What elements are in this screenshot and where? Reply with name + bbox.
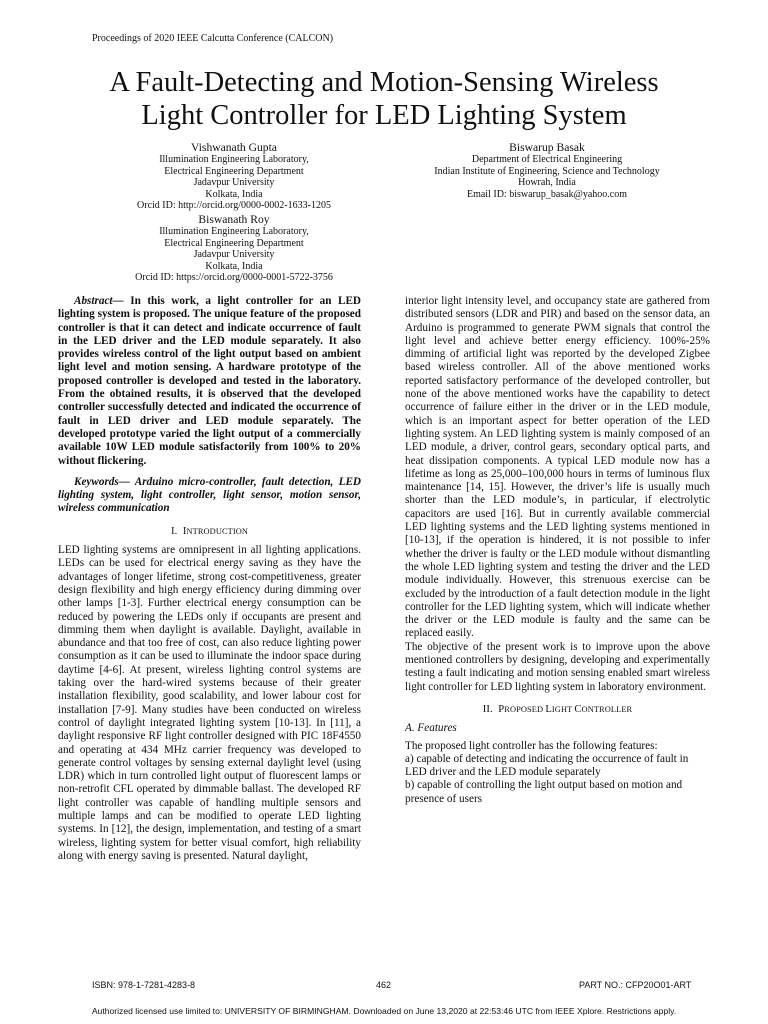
left-column (58, 295, 361, 863)
features-intro: The proposed light controller has the following features: (405, 739, 658, 752)
author-name: Biswarup Basak (509, 141, 585, 154)
author-affiliation: Kolkata, India (205, 188, 263, 200)
author-affiliation: Illumination Engineering Laboratory, (159, 226, 309, 237)
subsection-heading-features: A. Features (405, 722, 457, 735)
author-affiliation: Department of Electrical Engineering (471, 154, 623, 165)
footer-isbn: ISBN: 978-1-7281-4283-8 (92, 980, 196, 990)
author-affiliation: Indian Institute of Engineering, Science and Technology (434, 165, 660, 177)
author-affiliation: Jadavpur University (193, 177, 275, 189)
right-column (405, 295, 710, 806)
title-line-2: Light Controller for LED Lighting System (141, 100, 627, 131)
author-affiliation: Kolkata, India (205, 260, 263, 272)
footer-page-number: 462 (376, 980, 392, 990)
author-block-1 (114, 141, 354, 212)
feature-item: a) capable of detecting and indicating the occurrence of fault in LED driver and the LED module separately (405, 752, 689, 779)
keywords-text: Arduino micro-controller, fault detection, LED lighting system, light controller, light sensor, motion sensor, wireless communication (58, 475, 361, 515)
author-affiliation: Howrah, India (518, 177, 576, 189)
author-name: Vishwanath Gupta (191, 141, 277, 154)
abstract (58, 295, 361, 468)
authorized-use-notice: Authorized licensed use limited to: UNIVERSITY OF BIRMINGHAM. Downloaded on June 13,2020 at 22:53:46 UTC from IEEE Xplore. Restrictions apply. (91, 1006, 677, 1016)
keywords-label: Keywords— (74, 475, 130, 488)
author-block-3 (114, 213, 354, 284)
author-name: Biswanath Roy (198, 213, 270, 226)
conference-header: Proceedings of 2020 IEEE Calcutta Conference (CALCON) (92, 33, 334, 44)
objective-paragraph: The objective of the present work is to improve upon the above mentioned controllers by designing, developing and experimentally testing a fault indicating and motion sensing enabled smart wireless light controller for LED lighting system in laboratory environment. (405, 640, 710, 693)
abstract-text: In this work, a light controller for an LED lighting system is proposed. The unique feature of the proposed controller is that it can detect and indicate occurrence of fault in the LED driver and the LED module separately. It also provides wireless control of the light output based on ambient light level and motion sensing. A hardware prototype of the proposed controller is developed and tested in the laboratory. From the obtained results, it is observed that the developed controller successfully detected and indicated the occurrence of fault in LED driver and LED module separately. The developed prototype varied the light output of a commercially available 10W LED module satisfactorily from 100% to 20% without flickering. (58, 295, 361, 467)
section-heading-introduction: I. INTRODUCTION (170, 525, 249, 537)
footer-part-number: PART NO.: CFP20O01-ART (579, 980, 692, 990)
author-affiliation: Jadavpur University (193, 249, 275, 261)
title-line-1: A Fault-Detecting and Motion-Sensing Wireless (109, 67, 659, 98)
author-affiliation: Electrical Engineering Department (164, 237, 304, 249)
author-affiliation: Electrical Engineering Department (164, 165, 304, 177)
author-block-2 (412, 141, 682, 200)
author-orcid: Orcid ID: https://orcid.org/0000-0001-5722-3756 (135, 272, 333, 284)
feature-item: b) capable of controlling the light output based on motion and presence of users (405, 779, 683, 805)
keywords (58, 476, 361, 516)
section-heading-proposed-controller: II. PROPOSED LIGHT CONTROLLER (482, 703, 633, 715)
author-affiliation: Illumination Engineering Laboratory, (159, 154, 309, 165)
author-email: Email ID: biswarup_basak@yahoo.com (466, 188, 627, 200)
paper-title (30, 66, 738, 132)
abstract-label: Abstract— (74, 295, 124, 307)
introduction-paragraph-continued: interior light intensity level, and occupancy state are gathered from distributed sensors (LDR and PIR) and based on the sensor data, an Arduino is programmed to generate PWM signals that control the light level and achieve better energy efficiency. 100%-25% dimming of artificial light was reported by the developed Zigbee based wireless controller. All of the above mentioned works reported satisfactory performance of the developed controller, but none of the above mentioned works have the capability to detect occurrence of failure either in the driver or in the LED module, which is an important aspect for better operation of the LED lighting system. An LED lighting system is mainly composed of an LED module, a driver, control gears, secondary optical parts, and heat dissipation components. A typical LED module now has a lifetime as long as 25,000–100,000 hours in terms of luminous flux maintenance [14, 15]. However, the driver’s life is usually much shorter than the LED module’s, in particular, if electrolytic capacitors are used [16]. But in currently available commercial LED lighting systems and the LED lighting systems mentioned in [10-13], if the operation is hindered, it is not possible to infer whether the driver is faulty or the LED module without dismantling the whole LED lighting system and testing the driver and the LED module individually. However, this strenuous exercise can be excluded by the introduction of a fault detection module in the light controller for the LED lighting system, which will indicate whether the driver or the LED module is faulty and the same can be replaced easily. (405, 295, 710, 640)
introduction-paragraph: LED lighting systems are omnipresent in all lighting applications. LEDs can be used for electrical energy saving as they have the advantages of longer lifetime, strong cost-competitiveness, greater design flexibility and high energy efficiency during dimming over other lamps [1-3]. Further electrical energy consumption can be reduced by powering the LEDs only if occupants are present and dimming them when daylight is available. Daylight, available in abundance and that too free of cost, can also reduce lighting power consumption as it can be used to illuminate the indoor space during daytime [4-6]. At present, wireless lighting control systems are taking over the hard-wired systems because of their greater installation flexibility, good scalability, and lower labour cost for installation [7-9]. Many studies have been conducted on wireless control of daylight integrated lighting system [10-13]. In [11], a daylight responsive RF light controller designed with PIC 18F4550 and operating at 434 MHz carrier frequency was developed to generate control voltages by sensing external daylight level (using LDR) which in turn controlled light output of fluorescent lamps or non-retrofit CFL operated by dimmable ballast. The developed RF light controller was capable of handling multiple sensors and multiple lamps and can be modified to operate LED lighting systems. In [12], the design, implementation, and testing of a smart wireless, lighting system for better visual comfort, high reliability along with energy saving is presented. Natural daylight, (58, 544, 361, 862)
author-orcid: Orcid ID: http://orcid.org/0000-0002-1633-1205 (137, 200, 331, 212)
